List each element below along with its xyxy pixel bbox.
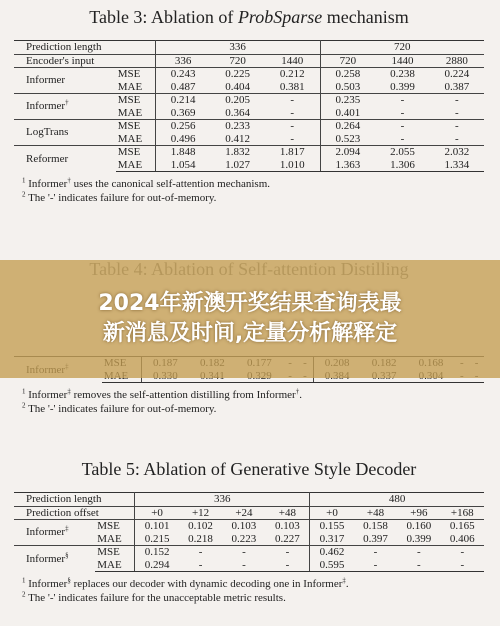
metric-label: MAE: [95, 533, 135, 546]
table-cell: 0.397: [363, 532, 388, 545]
table-cell: 0.205: [211, 94, 265, 107]
table-cell: -: [266, 559, 310, 572]
table-cell: 0.399: [406, 532, 432, 545]
table-cell: 0.227: [266, 533, 310, 546]
header-row-1: [14, 41, 484, 55]
metric-label: MAE: [116, 81, 156, 94]
footnote: $^1$ Informer‡ removes the self-attention distilling from Informer†.: [22, 387, 302, 401]
table-cell: -: [266, 546, 310, 559]
table-row: [14, 520, 484, 533]
column-header: 720: [320, 54, 375, 68]
table-cell: 2.094: [320, 146, 375, 159]
table-cell: 0.233: [211, 120, 265, 133]
table3-grid: [14, 40, 484, 172]
table-cell: 0.102: [179, 520, 222, 533]
table-cell: 0.224: [430, 68, 484, 81]
metric-label: MSE: [116, 68, 156, 81]
table-cell: 1.817: [265, 146, 320, 159]
table-cell: 0.317: [319, 532, 345, 545]
table-cell: 0.399: [390, 80, 415, 93]
footnote-superscript: †: [67, 176, 71, 185]
table-cell: 0.412: [225, 132, 251, 145]
table-cell: 0.503: [335, 80, 361, 93]
table-cell: 1.010: [265, 159, 320, 172]
table-cell: 0.218: [188, 532, 213, 545]
table-cell: -: [441, 559, 484, 572]
table-cell: 0.401: [335, 106, 361, 119]
table3-footnotes: [22, 177, 484, 205]
group-header: 720: [320, 41, 484, 55]
table-cell: 0.235: [320, 94, 375, 107]
table-cell: 0.103: [266, 520, 310, 533]
table-cell: 0.404: [225, 80, 251, 93]
table-cell: 0.496: [170, 132, 196, 145]
column-header: +48: [354, 506, 397, 520]
table-cell: 2.032: [430, 146, 484, 159]
table-cell: 0.462: [310, 546, 354, 559]
table-cell: 0.214: [155, 94, 210, 107]
table-cell: 0.369: [170, 106, 196, 119]
table5-grid: [14, 492, 484, 572]
table-cell: -: [222, 546, 265, 559]
column-header: +0: [310, 506, 354, 520]
table-cell: 0.243: [155, 68, 210, 81]
footnote-superscript: §: [67, 576, 71, 585]
footnote: $^1$ Informer† uses the canonical self-attention mechanism.: [22, 176, 270, 190]
table-cell: 1.832: [211, 146, 265, 159]
overlay-line-1: 2024年新澳开奖结果查询表最: [98, 291, 402, 316]
table-cell: -: [375, 94, 429, 107]
metric-label: MSE: [116, 94, 156, 107]
table-cell: 1.848: [155, 146, 210, 159]
table-cell: 2.055: [375, 146, 429, 159]
group-header: 480: [310, 493, 484, 507]
column-header: +168: [441, 506, 484, 520]
group-header: 336: [155, 41, 320, 55]
table-cell: 1.334: [430, 159, 484, 172]
footnote: $^2$ The '-' indicates failure for the unacceptable metric results.: [22, 590, 286, 604]
footnote: $^2$ The '-' indicates failure for out-of-memory.: [22, 190, 217, 204]
table-cell: -: [179, 559, 222, 572]
table4-footnotes: [22, 388, 484, 416]
model-name: LogTrans: [14, 120, 116, 146]
footnote-superscript: ‡: [67, 387, 71, 396]
table-cell: 0.223: [231, 532, 257, 545]
footnote-superscript: †: [295, 387, 300, 396]
column-header: +12: [179, 506, 222, 520]
table-cell: -: [265, 94, 320, 107]
column-header: +96: [397, 506, 440, 520]
table3-title-em: ProbSparse: [237, 7, 323, 27]
table-cell: -: [265, 107, 320, 120]
metric-label: MAE: [116, 133, 156, 146]
table-cell: -: [454, 106, 459, 119]
table-cell: 0.212: [265, 68, 320, 81]
header-label: Prediction length: [14, 41, 155, 55]
table5: [14, 458, 484, 605]
table-cell: -: [454, 132, 459, 145]
model-name: Informer‡: [14, 520, 95, 546]
table-cell: 0.523: [335, 132, 361, 145]
table-cell: -: [265, 120, 320, 133]
footnote-mark: 1: [22, 576, 26, 585]
footnote: $^1$ Informer§ replaces our decoder with dynamic decoding one in Informer‡.: [22, 576, 349, 590]
header-label: Prediction length: [14, 493, 135, 507]
model-superscript: §: [65, 550, 69, 559]
header-label: Prediction offset: [14, 506, 135, 520]
table-cell: 0.487: [170, 80, 196, 93]
column-header: 720: [211, 54, 265, 68]
footnote-mark: 2: [22, 190, 26, 199]
header-row-1: [14, 493, 484, 507]
column-header: 1440: [265, 54, 320, 68]
table-cell: -: [400, 132, 405, 145]
table3-title: [14, 6, 484, 28]
table-cell: 1.363: [320, 159, 375, 172]
table-cell: 0.225: [211, 68, 265, 81]
column-header: 336: [155, 54, 210, 68]
table5-title: Table 5: Ablation of Generative Style Decoder: [81, 459, 417, 479]
table-cell: 0.258: [320, 68, 375, 81]
footnote-mark: 1: [22, 176, 26, 185]
table5-footnotes: [22, 577, 484, 605]
metric-label: MAE: [116, 159, 156, 172]
table-cell: -: [179, 546, 222, 559]
table-row: [14, 546, 484, 559]
table-cell: -: [397, 559, 440, 572]
table-cell: 0.264: [320, 120, 375, 133]
footnote-mark: 1: [22, 387, 26, 396]
table-cell: -: [354, 546, 397, 559]
table-cell: 0.595: [310, 559, 354, 572]
column-header: 1440: [375, 54, 429, 68]
table-cell: 0.406: [449, 532, 475, 545]
table-cell: 0.101: [135, 520, 179, 533]
header-row-2: [14, 54, 484, 68]
column-header: +48: [266, 506, 310, 520]
table-cell: 0.165: [441, 520, 484, 533]
table-cell: -: [354, 559, 397, 572]
table3: [14, 6, 484, 205]
metric-label: MAE: [95, 559, 135, 572]
footnote-superscript: ‡: [342, 576, 346, 585]
footnote-mark: 2: [22, 590, 26, 599]
model-name: Informer†: [14, 94, 116, 120]
footnote: $^2$ The '-' indicates failure for out-of-memory.: [22, 401, 217, 415]
table-cell: 0.381: [265, 81, 320, 94]
table-cell: 0.158: [354, 520, 397, 533]
table-cell: -: [397, 546, 440, 559]
table-cell: 1.306: [375, 159, 429, 172]
table-cell: 0.152: [135, 546, 179, 559]
table-cell: -: [430, 94, 484, 107]
column-header: +24: [222, 506, 265, 520]
table-cell: -: [400, 106, 405, 119]
overlay-line-2: 新消息及时间,定量分析解释定: [102, 321, 398, 346]
table3-title-suffix: mechanism: [322, 7, 409, 27]
table-row: [14, 120, 484, 133]
model-superscript: †: [65, 98, 69, 107]
table-row: [14, 94, 484, 107]
table-cell: 0.103: [222, 520, 265, 533]
metric-label: MSE: [95, 520, 135, 533]
table-row: [14, 68, 484, 81]
header-label: Encoder's input: [14, 54, 155, 68]
table-cell: -: [265, 133, 320, 146]
table-cell: 0.294: [135, 559, 179, 572]
model-name: Informer§: [14, 546, 95, 572]
metric-label: MSE: [95, 546, 135, 559]
model-name: Reformer: [14, 146, 116, 172]
table-cell: -: [430, 120, 484, 133]
column-header: 2880: [430, 54, 484, 68]
table-cell: 0.160: [397, 520, 440, 533]
table-cell: 0.215: [144, 532, 170, 545]
table-cell: -: [222, 559, 265, 572]
model-name: Informer: [14, 68, 116, 94]
table-cell: -: [441, 546, 484, 559]
table-cell: 1.054: [155, 159, 210, 172]
group-header: 336: [135, 493, 310, 507]
metric-label: MSE: [116, 146, 156, 159]
table-cell: 0.387: [444, 80, 470, 93]
table-row: [14, 146, 484, 159]
table3-title-prefix: Table 3: Ablation of: [89, 7, 238, 27]
header-row-2: [14, 506, 484, 520]
model-superscript: ‡: [65, 524, 69, 533]
column-header: +0: [135, 506, 179, 520]
table-cell: 0.256: [155, 120, 210, 133]
table-cell: -: [375, 120, 429, 133]
table-cell: 1.027: [211, 159, 265, 172]
table-cell: 0.155: [310, 520, 354, 533]
footnote-mark: 2: [22, 401, 26, 410]
metric-label: MAE: [116, 107, 156, 120]
table-cell: 0.238: [375, 68, 429, 81]
table-cell: 0.364: [225, 106, 251, 119]
promo-overlay-banner: [0, 260, 500, 378]
metric-label: MSE: [116, 120, 156, 133]
